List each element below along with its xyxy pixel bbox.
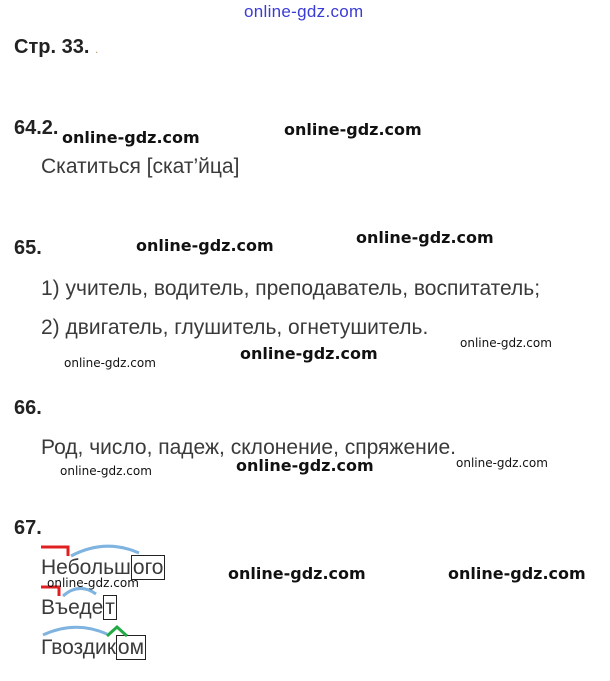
page-number-dot: . xyxy=(94,42,99,56)
suffix-mark xyxy=(107,627,127,636)
watermark: online-gdz.com xyxy=(448,564,586,583)
task-67-number: 67. xyxy=(14,517,42,539)
word-3-stem: Гвоздик xyxy=(41,636,116,659)
word-2-ending: т xyxy=(105,596,115,619)
watermark: online-gdz.com xyxy=(228,564,366,583)
word-3-ending: ом xyxy=(117,636,145,659)
word-1-ending: ого xyxy=(132,556,164,579)
root-arc xyxy=(71,546,139,556)
watermark: online-gdz.com xyxy=(136,236,274,255)
page-number xyxy=(14,36,98,59)
page-number-label: Стр. 33. xyxy=(14,36,90,58)
word-2-stem: Въеде xyxy=(41,596,104,619)
prefix-mark xyxy=(41,547,68,556)
watermark: online-gdz.com xyxy=(47,576,139,590)
watermark: online-gdz.com xyxy=(64,356,156,370)
watermark: online-gdz.com xyxy=(456,456,548,470)
watermark: online-gdz.com xyxy=(60,464,152,478)
watermark: online-gdz.com xyxy=(236,456,374,475)
word-1-stem: Небольш xyxy=(41,556,131,579)
watermark: online-gdz.com xyxy=(284,120,422,139)
root-arc xyxy=(43,627,107,635)
task-66-number: 66. xyxy=(14,397,42,419)
watermark: online-gdz.com xyxy=(62,128,200,147)
task-65-line-1: 1) учитель, водитель, преподаватель, воспитатель; xyxy=(41,277,541,300)
watermark: online-gdz.com xyxy=(460,336,552,350)
watermark: online-gdz.com xyxy=(356,228,494,247)
task-64-2-number: 64.2. xyxy=(14,117,59,139)
task-66-text: Род, число, падеж, склонение, спряжение. xyxy=(41,436,456,459)
watermark: online-gdz.com xyxy=(240,344,378,363)
morpheme-word-3 xyxy=(41,636,146,660)
morpheme-word-2 xyxy=(41,596,117,620)
task-64-2-text: Скатиться [скат’йца] xyxy=(41,155,240,178)
site-header-link[interactable]: online-gdz.com xyxy=(244,2,364,21)
task-65-number: 65. xyxy=(14,237,42,259)
task-65-line-2: 2) двигатель, глушитель, огнетушитель. xyxy=(41,316,429,339)
